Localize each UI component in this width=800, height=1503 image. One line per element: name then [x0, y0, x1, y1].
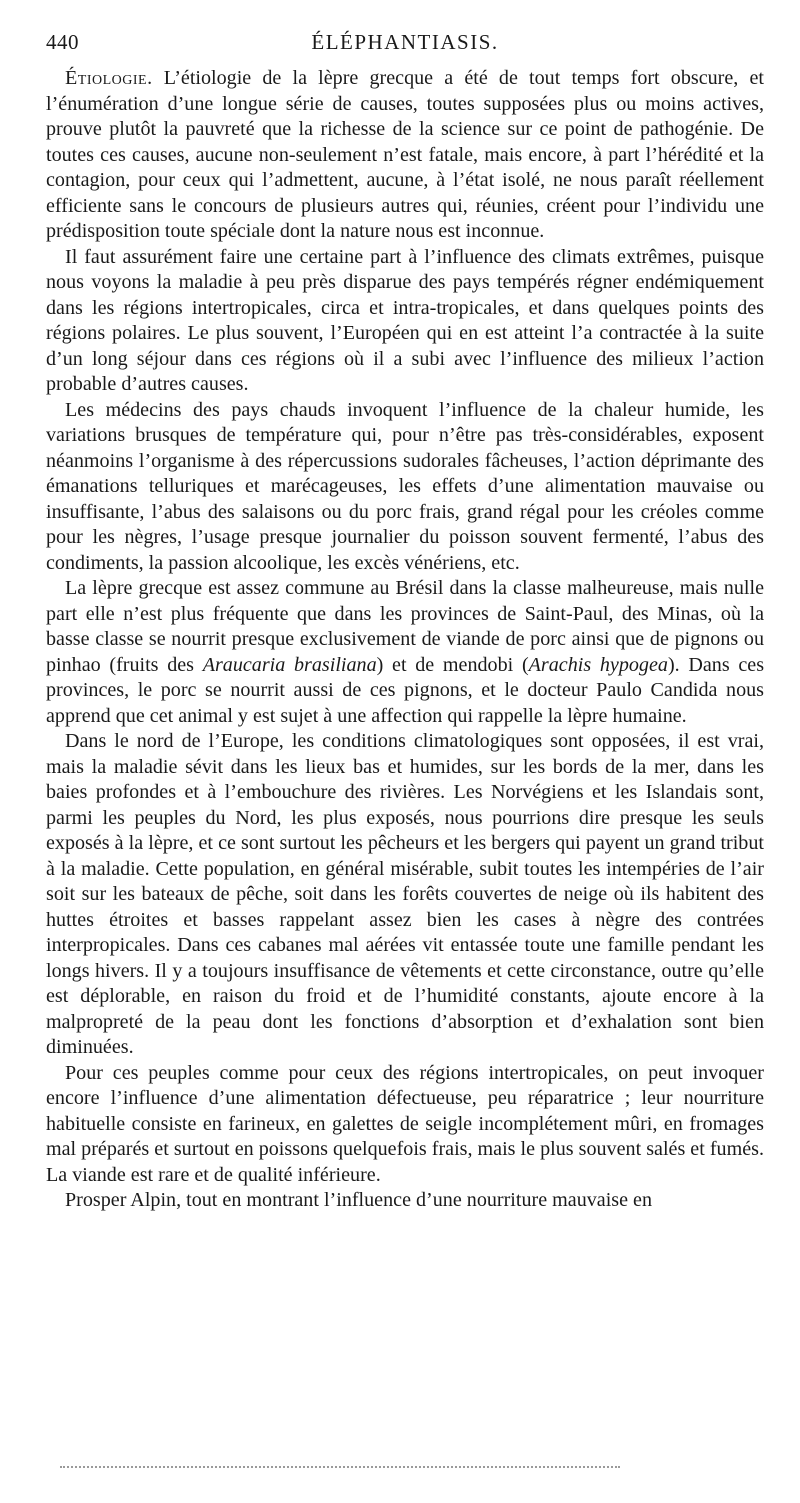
footer-rule	[60, 1466, 620, 1468]
paragraph-pays-chauds	[46, 398, 764, 577]
paragraph-alimentation	[46, 1061, 764, 1189]
running-title: ÉLÉPHANTIASIS.	[311, 30, 499, 54]
body-text	[46, 66, 764, 1214]
paragraph-nord-europe	[46, 729, 764, 1061]
paragraph-text: L’étiologie de la lèpre grecque a été de tout temps fort obscure, et l’énumération d’une longue série de causes, toutes supposées plus ou moins actives, prouve plutôt la pauvreté que la richesse de la science sur ce point de pathogénie. De toutes ces causes, aucune non-seulement n’est fatale, mais encore, à part l’hérédité et la contagion, pour ceux qui l’admettent, aucune, à l’état isolé, ne nous paraît réellement efficiente sans le concours de plusieurs autres qui, réunies, créent pour l’individu une prédisposition toute spéciale dont la nature nous est inconnue.	[46, 67, 764, 242]
section-lead: Étiologie.	[65, 67, 153, 89]
species-name: Arachis hypogea	[528, 653, 668, 676]
species-name: Araucaria brasiliana	[202, 653, 377, 676]
paragraph-text: La lèpre grecque est assez commune au Brésil dans la classe malheureuse, mais nulle part elle n’est plus fréquente que dans les provinces de Saint-Paul, des Minas, où la basse classe se nourrit presque exclusivement de viande de porc ainsi que de pignons ou pinhao (fruits des	[46, 577, 764, 676]
paragraph-bresil	[46, 576, 764, 729]
paragraph-text: ). Dans ces provinces, le porc se nourrit aussi de ces pignons, et le docteur Paulo Candida nous apprend que cet animal y est sujet à une affection qui rappelle la lèpre humaine.	[46, 653, 765, 727]
paragraph-text: Il faut assurément faire une certaine part à l’influence des climats extrêmes, puisque nous voyons la maladie à peu près disparue des pays tempérés régner endémiquement dans les régions intertropicales, circa et intra-tropicales, et dans quelques points des régions polaires. Le plus souvent, l’Européen qui en est atteint l’a contractée à la suite d’un long séjour dans ces régions où il a subi avec l’influence des milieux l’action probable d’autres causes.	[46, 245, 764, 395]
paragraph-text: Prosper Alpin, tout en montrant l’influence d’une nourriture mauvaise en	[65, 1189, 653, 1211]
running-head	[46, 30, 764, 60]
page-number: 440	[46, 30, 79, 54]
paragraph-prosper-alpin	[46, 1188, 764, 1214]
paragraph-text: ) et de mendobi (	[376, 653, 529, 676]
paragraph-text: Pour ces peuples comme pour ceux des régions intertropicales, on peut invoquer encore l’influence d’une alimentation défectueuse, peu réparatrice ; leur nourriture habituelle consiste en farineux, en galettes de seigle incomplétement mûri, en fromages mal préparés et surtout en poissons quelquefois frais, mais le plus souvent salés et fumés. La viande est rare et de qualité inférieure.	[46, 1061, 764, 1186]
paragraph-etiologie	[46, 66, 764, 245]
paragraph-text: Les médecins des pays chauds invoquent l’influence de la chaleur humide, les variations brusques de température qui, pour n’être pas très-considérables, exposent néanmoins l’organisme à des répercussions sudorales fâcheuses, l’action déprimante des émanations telluriques et marécageuses, les effets d’une alimentation mauvaise ou insuffisante, l’abus des salaisons ou du porc frais, grand régal pour les créoles comme pour les nègres, l’usage presque journalier du poisson souvent fermenté, l’abus des condiments, la passion alcoolique, les excès vénériens, etc.	[46, 398, 764, 574]
paragraph-text: Dans le nord de l’Europe, les conditions climatologiques sont opposées, il est vrai, mais la maladie sévit dans les lieux bas et humides, sur les bords de la mer, dans les baies profondes et à l’embouchure des rivières. Les Norvégiens et les Islandais sont, parmi les peuples du Nord, les plus exposés, nous pourrions dire presque les seuls exposés à la lèpre, et ce sont surtout les pêcheurs et les bergers qui payent un grand tribut à la maladie. Cette population, en général misérable, subit toutes les intempéries de l’air soit sur les bateaux de pêche, soit dans les forêts couvertes de neige où ils habitent des huttes étroites et basses rappelant assez bien les cases à nègre des contrées interpropicales. Dans ces cabanes mal aérées vit entassée toute une famille pendant les longs hivers. Il y a toujours insuffisance de vêtements et cette circonstance, outre qu’elle est déplorable, en raison du froid et de l’humidité constants, ajoute encore à la malpropreté de la peau dont les fonctions d’absorption et d’exhalation sont bien diminuées.	[46, 730, 764, 1058]
paragraph-climats	[46, 245, 764, 398]
